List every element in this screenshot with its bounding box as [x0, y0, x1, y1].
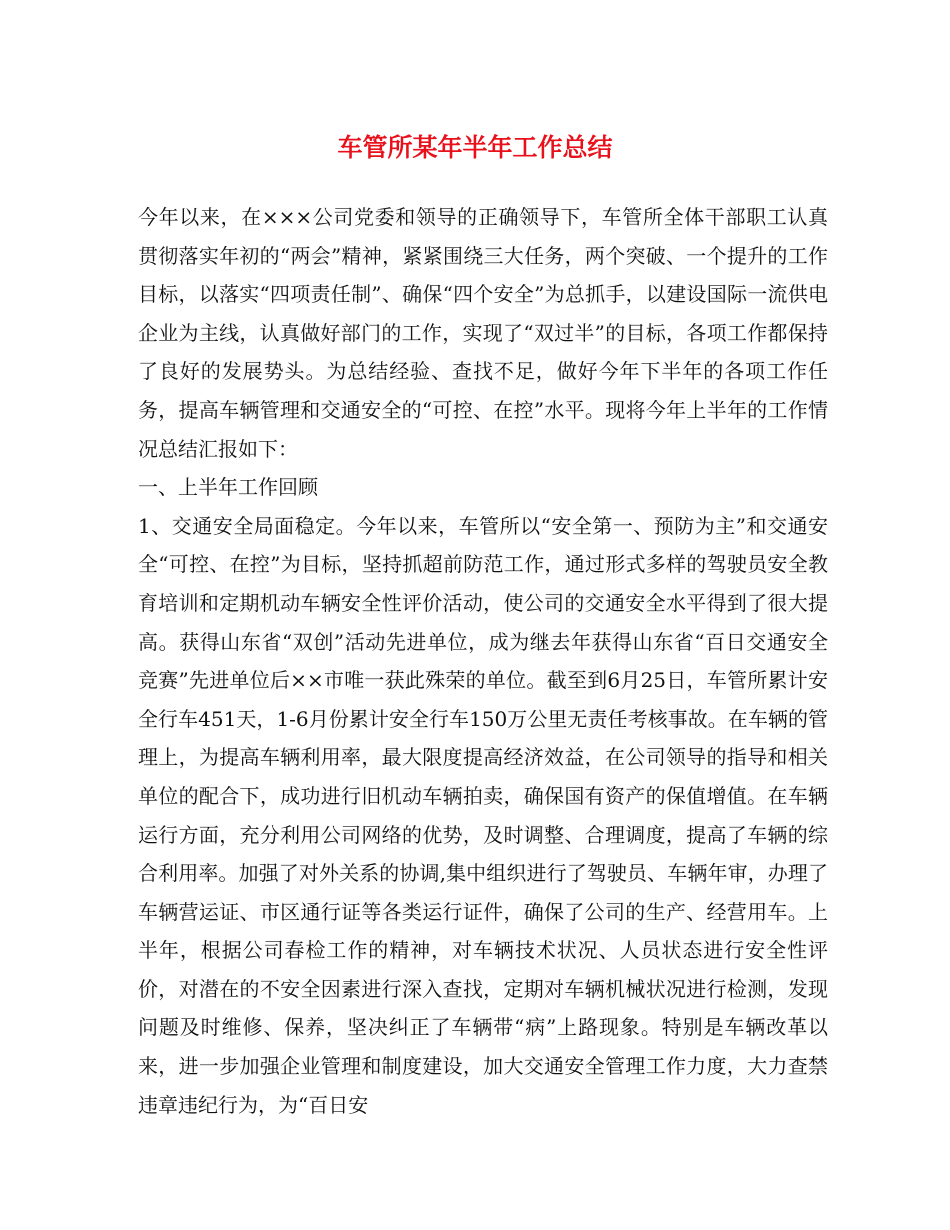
section-heading: 一、上半年工作回顾 [138, 475, 318, 500]
document-body [138, 198, 828, 1124]
body-paragraph: 1、交通安全局面稳定。今年以来，车管所以“安全第一、预防为主”和交通安全“可控、在控”为目标，坚持抓超前防范工作，通过形式多样的驾驶员安全教育培训和定期机动车辆安全性评价活动，使公司的交通安全水平得到了很大提高。获得山东省“双创”活动先进单位，成为继去年获得山东省“百日交通安全竞赛”先进单位后××市唯一获此殊荣的单位。截至到6月25日，车管所累计安全行车451天，1-6月份累计安全行车150万公里无责任考核事故。在车辆的管理上，为提高车辆利用率，最大限度提高经济效益，在公司领导的指导和相关单位的配合下，成功进行旧机动车辆拍卖，确保国有资产的保值增值。在车辆运行方面，充分利用公司网络的优势，及时调整、合理调度，提高了车辆的综合利用率。加强了对外关系的协调,集中组织进行了驾驶员、车辆年审，办理了车辆营运证、市区通行证等各类运行证件，确保了公司的生产、经营用车。上半年，根据公司春检工作的精神，对车辆技术状况、人员状态进行安全性评价，对潜在的不安全因素进行深入查找，定期对车辆机械状况进行检测，发现问题及时维修、保养，坚决纠正了车辆带“病”上路现象。特别是车辆改革以来，进一步加强企业管理和制度建设，加大交通安全管理工作力度，大力查禁违章违纪行为，为“百日安 [138, 513, 828, 1117]
intro-paragraph: 今年以来，在×××公司党委和领导的正确领导下，车管所全体干部职工认真贯彻落实年初的“两会”精神，紧紧围绕三大任务，两个突破、一个提升的工作目标，以落实“四项责任制”、确保“四个安全”为总抓手，以建设国际一流供电企业为主线，认真做好部门的工作，实现了“双过半”的目标，各项工作都保持了良好的发展势头。为总结经验、查找不足，做好今年下半年的各项工作任务，提高车辆管理和交通安全的“可控、在控”水平。现将今年上半年的工作情况总结汇报如下： [138, 205, 828, 461]
document-title: 车管所某年半年工作总结 [337, 133, 613, 162]
